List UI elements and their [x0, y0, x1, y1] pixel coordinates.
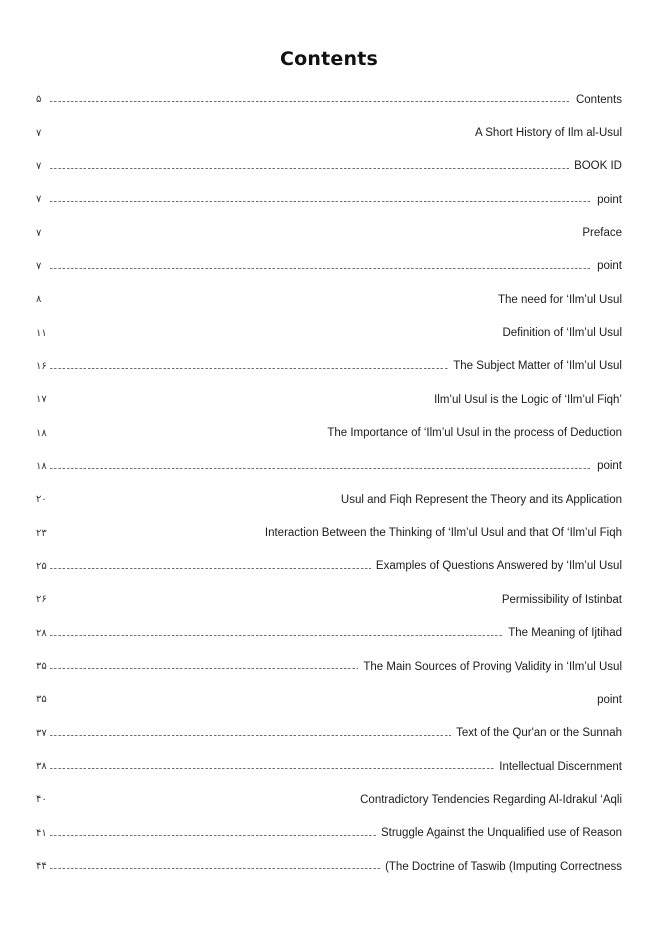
- dot-leader: [50, 735, 451, 736]
- page-number: ۴۰: [36, 794, 47, 806]
- entry-title: point: [597, 260, 622, 273]
- page-number: ۴۱: [36, 827, 47, 839]
- entry-title: Preface: [582, 227, 622, 240]
- entry-title: Ilm’ul Usul is the Logic of ‘Ilm’ul Fiqh’: [434, 393, 622, 406]
- page-number: ۱۱: [36, 327, 47, 339]
- page-number: ۷: [36, 194, 42, 206]
- entry-title: Text of the Qur'an or the Sunnah: [456, 727, 622, 740]
- dot-leader: [50, 201, 592, 202]
- entry-title: Intellectual Discernment: [499, 760, 622, 773]
- dot-leader: [50, 235, 577, 236]
- page-number: ۷: [36, 127, 42, 139]
- dot-leader: [50, 101, 571, 102]
- dot-leader: [50, 635, 503, 636]
- entry-title: The Main Sources of Proving Validity in ‘Ilm’ul Usul: [363, 660, 622, 673]
- dot-leader: [50, 701, 592, 702]
- dot-leader: [50, 368, 448, 369]
- dot-leader: [50, 435, 322, 436]
- entry-title: The Importance of ‘Ilm’ul Usul in the process of Deduction: [327, 427, 622, 440]
- toc-entry[interactable]: [36, 817, 622, 850]
- dot-leader: [50, 501, 336, 502]
- toc-entry[interactable]: [36, 483, 622, 516]
- dot-leader: [50, 868, 380, 869]
- toc-entry[interactable]: [36, 850, 622, 883]
- toc-entry[interactable]: [36, 783, 622, 816]
- entry-title: point: [597, 460, 622, 473]
- toc-entry[interactable]: [36, 216, 622, 249]
- entry-title: (The Doctrine of Taswib (Imputing Correctness: [385, 860, 622, 873]
- entry-title: The Meaning of Ijtihad: [508, 627, 622, 640]
- toc-entry[interactable]: [36, 316, 622, 349]
- entry-title: point: [597, 193, 622, 206]
- page-number: ۷: [36, 260, 42, 272]
- page-number: ۲۶: [36, 594, 47, 606]
- entry-title: BOOK ID: [574, 160, 622, 173]
- toc-entry[interactable]: [36, 416, 622, 449]
- toc-entry[interactable]: [36, 750, 622, 783]
- toc-entry[interactable]: [36, 550, 622, 583]
- toc-entry[interactable]: [36, 350, 622, 383]
- page-number: ۱۸: [36, 427, 47, 439]
- dot-leader: [50, 535, 260, 536]
- toc-entry[interactable]: [36, 650, 622, 683]
- entry-title: Interaction Between the Thinking of ‘Ilm’ul Usul and that Of ‘Ilm’ul Fiqh: [264, 527, 622, 540]
- toc-entry[interactable]: [36, 450, 622, 483]
- dot-leader: [50, 401, 429, 402]
- dot-leader: [50, 668, 358, 669]
- toc-list: [36, 83, 622, 883]
- page-number: ۴۴: [36, 861, 47, 873]
- toc-entry[interactable]: [36, 516, 622, 549]
- entry-title: The need for ‘Ilm’ul Usul: [498, 293, 622, 306]
- entry-title: Usul and Fiqh Represent the Theory and its Application: [340, 493, 622, 506]
- dot-leader: [50, 601, 497, 602]
- page-number: ۲۳: [36, 527, 47, 539]
- toc-entry[interactable]: [36, 116, 622, 149]
- toc-entry[interactable]: [36, 83, 622, 116]
- page-number: ۱۶: [36, 360, 47, 372]
- toc-entry[interactable]: [36, 683, 622, 716]
- toc-entry[interactable]: [36, 383, 622, 416]
- page-number: ۳۷: [36, 727, 47, 739]
- dot-leader: [50, 335, 497, 336]
- entry-title: The Subject Matter of ‘Ilm’ul Usul: [453, 360, 622, 373]
- dot-leader: [50, 301, 493, 302]
- dot-leader: [50, 135, 470, 136]
- page-number: ۱۷: [36, 394, 47, 406]
- toc-entry[interactable]: [36, 583, 622, 616]
- page-number: ۱۸: [36, 460, 47, 472]
- dot-leader: [50, 268, 592, 269]
- toc-entry[interactable]: [36, 250, 622, 283]
- dot-leader: [50, 835, 376, 836]
- page-number: ۷: [36, 227, 42, 239]
- entry-title: point: [597, 693, 622, 706]
- dot-leader: [50, 568, 371, 569]
- toc-entry[interactable]: [36, 283, 622, 316]
- entry-title: Examples of Questions Answered by ‘Ilm’ul Usul: [375, 560, 622, 573]
- page-title: Contents: [279, 48, 378, 70]
- entry-title: Struggle Against the Unqualified use of Reason: [380, 827, 622, 840]
- entry-title: Definition of ‘Ilm’ul Usul: [502, 327, 622, 340]
- page-number: ۵: [36, 94, 42, 106]
- dot-leader: [50, 801, 355, 802]
- page-number: ۳۵: [36, 694, 47, 706]
- page-number: ۸: [36, 294, 42, 306]
- entry-title: Permissibility of Istinbat: [501, 593, 622, 606]
- toc-entry[interactable]: [36, 183, 622, 216]
- page-number: ۲۵: [36, 560, 47, 572]
- entry-title: Contents: [575, 93, 622, 106]
- toc-entry[interactable]: [36, 717, 622, 750]
- page-number: ۲۰: [36, 494, 47, 506]
- dot-leader: [50, 168, 569, 169]
- toc-entry[interactable]: [36, 150, 622, 183]
- page-number: ۳۸: [36, 761, 47, 773]
- page-number: ۷: [36, 160, 42, 172]
- page-number: ۲۸: [36, 627, 47, 639]
- dot-leader: [50, 768, 494, 769]
- page-number: ۳۵: [36, 661, 47, 673]
- entry-title: A Short History of Ilm al-Usul: [475, 127, 622, 140]
- dot-leader: [50, 468, 592, 469]
- toc-entry[interactable]: [36, 617, 622, 650]
- entry-title: Contradictory Tendencies Regarding Al-Idrakul ‘Aqli: [360, 793, 622, 806]
